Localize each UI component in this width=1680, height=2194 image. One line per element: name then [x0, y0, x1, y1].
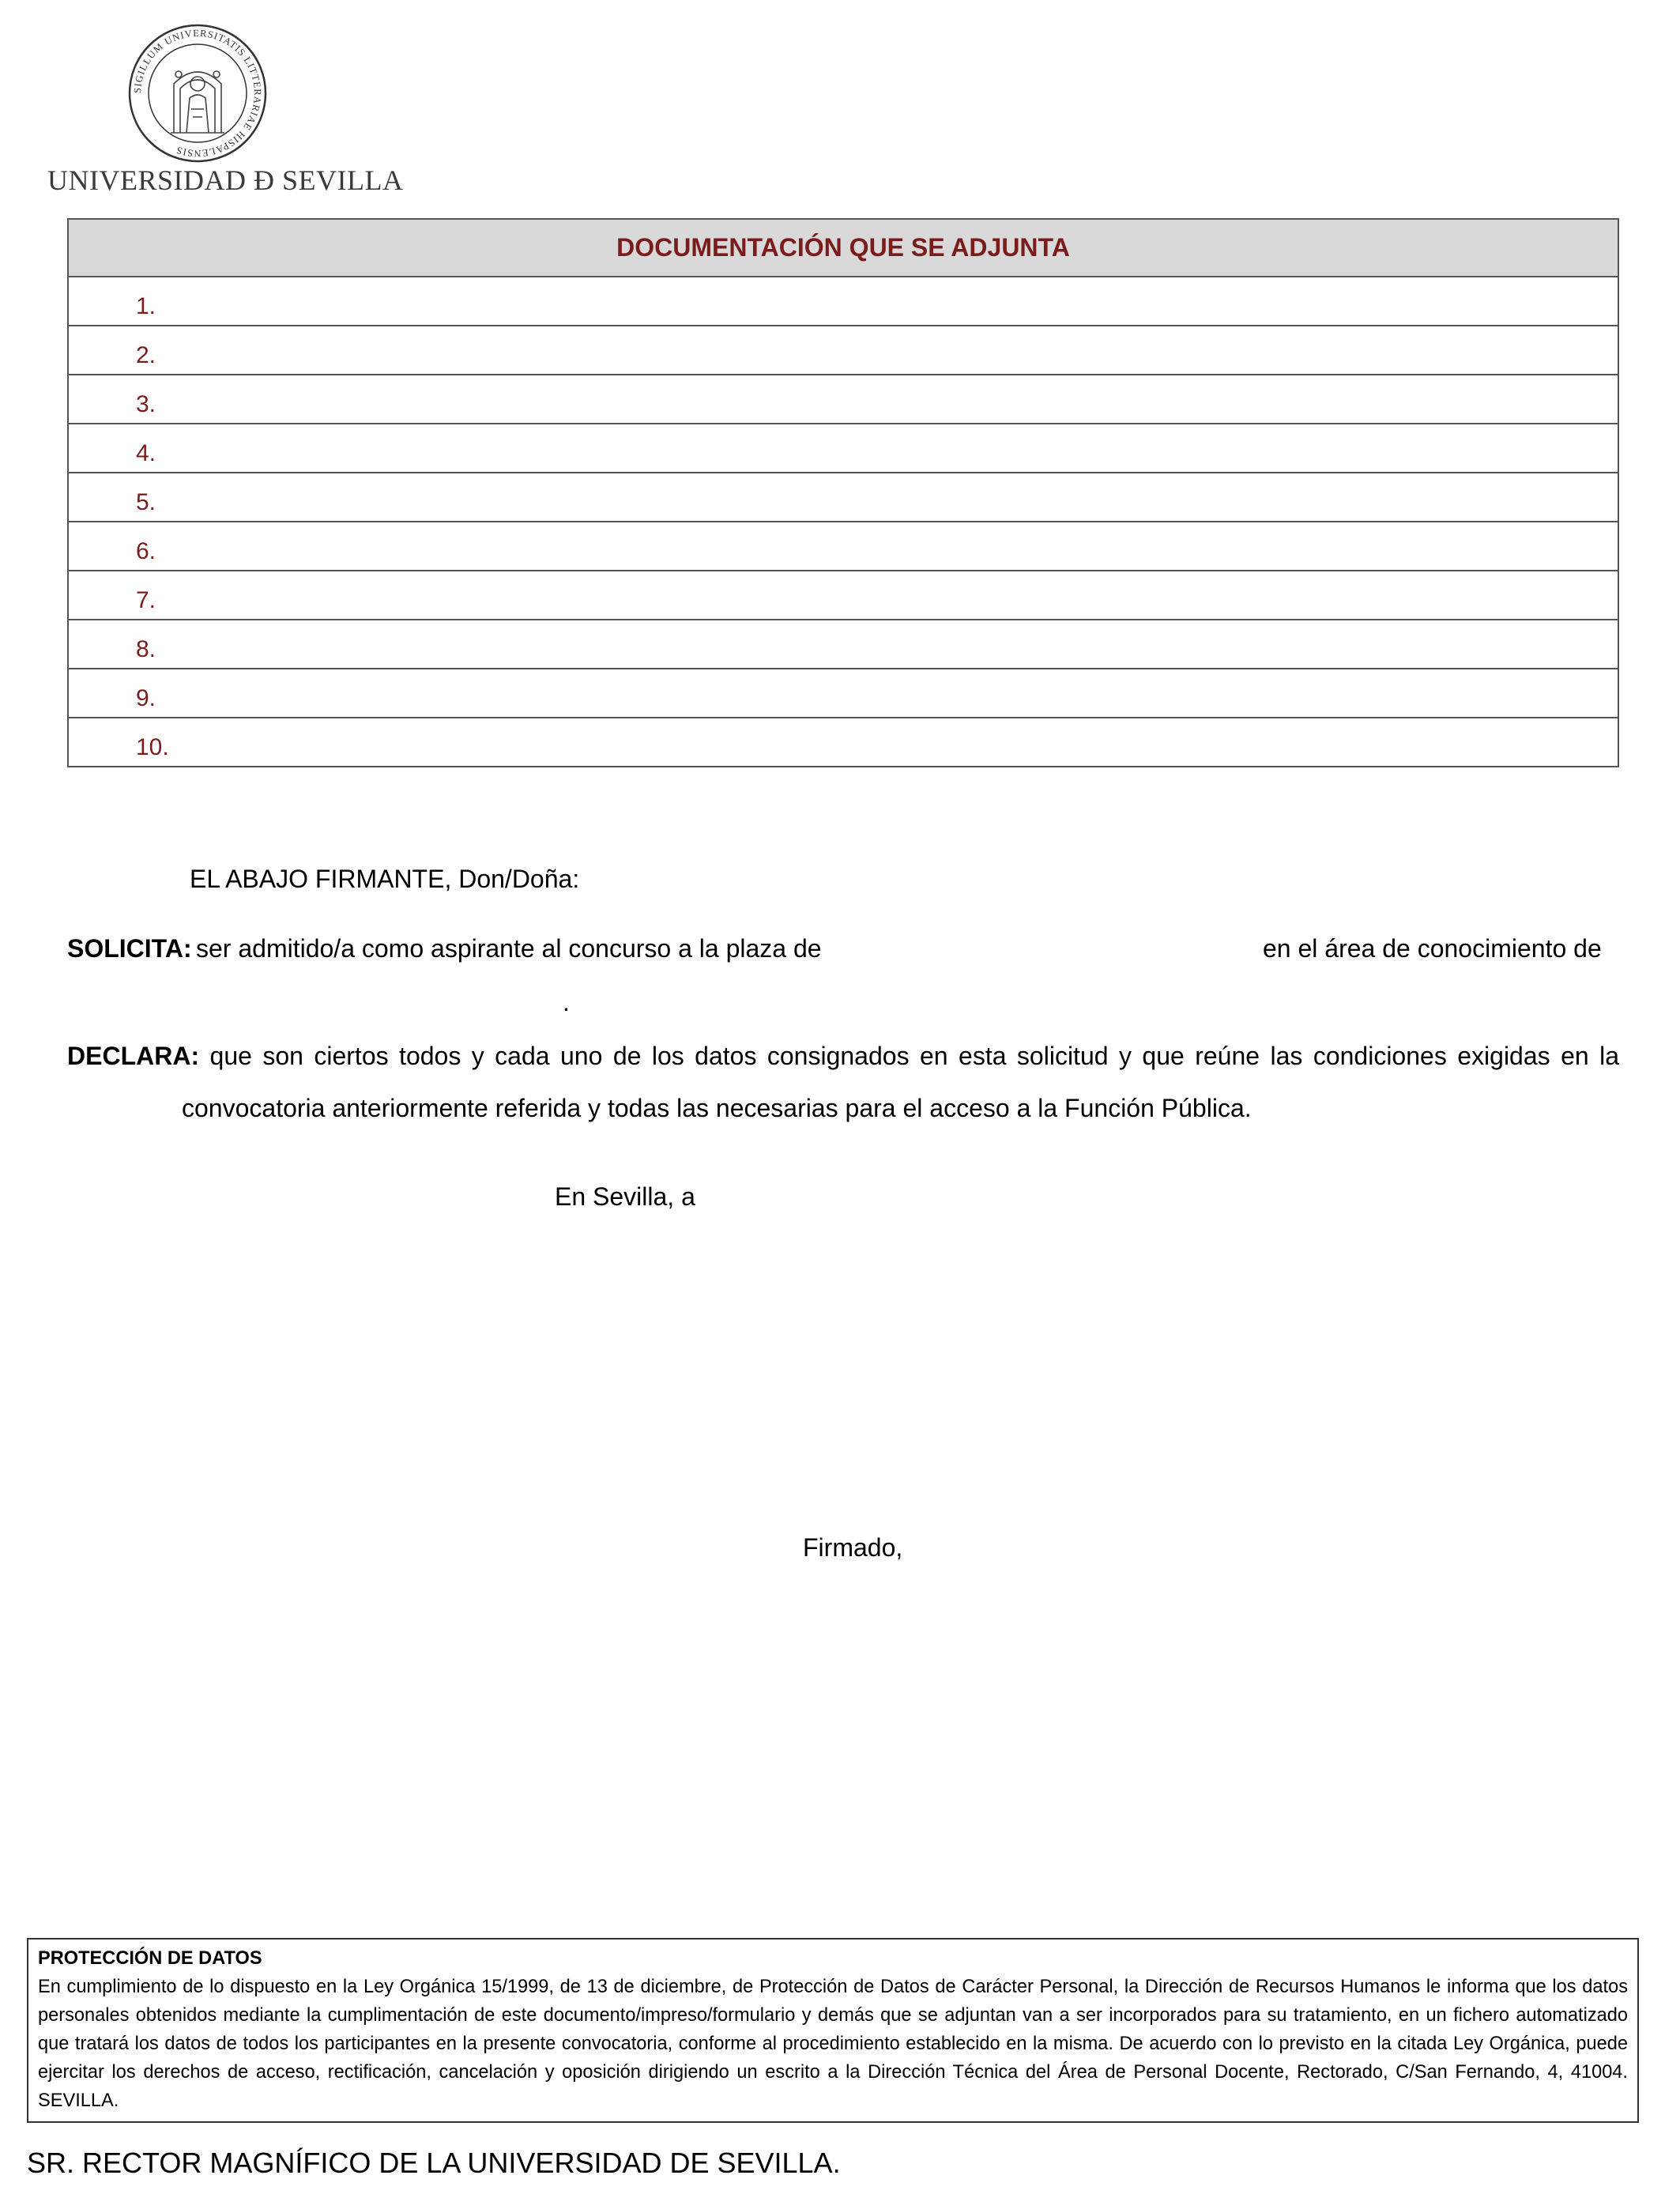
- data-protection-text: En cumplimiento de lo dispuesto en la Ley Orgánica 15/1999, de 13 de diciembre, de Protección de Datos de Carácter Personal, la Dirección de Recursos Humanos le informa que los datos personales obtenidos mediante la cumplimentación de este documento/impreso/formulario y demás que se adjuntan van a ser incorporados para su tratamiento, en un fichero automatizado que tratará los datos de todos los participantes en la presente convocatoria, conforme al procedimiento establecido en la misma. De acuerdo con lo previsto en la citada Ley Orgánica, puede ejercitar los derechos de acceso, rectificación, cancelación y oposición dirigiendo un escrito a la Dirección Técnica del Área de Personal Docente, Rectorado, C/San Fernando, 4, 41004. SEVILLA.: [38, 1977, 1628, 2111]
- document-row[interactable]: [68, 375, 1618, 424]
- document-number: 2.: [136, 342, 156, 368]
- declara-label: DECLARA:: [67, 1042, 200, 1070]
- documents-table: [67, 218, 1619, 767]
- document-row[interactable]: [68, 620, 1618, 669]
- document-row[interactable]: [68, 669, 1618, 718]
- solicita-end-period: .: [563, 988, 570, 1016]
- document-row[interactable]: [68, 424, 1618, 473]
- declara-paragraph: [67, 1030, 1619, 1134]
- document-row[interactable]: [68, 473, 1618, 522]
- document-number: 5.: [136, 489, 156, 515]
- firmante-label: EL ABAJO FIRMANTE, Don/Doña:: [190, 865, 580, 893]
- document-number: 8.: [136, 636, 156, 662]
- data-protection-box: [27, 1938, 1639, 2123]
- signed-label: Firmado,: [803, 1533, 903, 1562]
- university-logo: [47, 17, 404, 196]
- data-protection-title: PROTECCIÓN DE DATOS: [38, 1948, 262, 1969]
- document-row[interactable]: [68, 522, 1618, 571]
- document-row[interactable]: [68, 571, 1618, 620]
- document-row[interactable]: [68, 326, 1618, 375]
- document-number: 6.: [136, 538, 156, 564]
- solicita-area-text: en el área de conocimiento de: [1263, 934, 1602, 963]
- svg-text:SIGILLUM UNIVERSITATIS LITTERA: SIGILLUM UNIVERSITATIS LITTERARIAE HISPALENSIS: [131, 27, 264, 160]
- document-number: 1.: [136, 293, 156, 319]
- university-name: UNIVERSIDAD Đ SEVILLA: [47, 164, 404, 196]
- document-row[interactable]: [68, 277, 1618, 326]
- place-date-label: En Sevilla, a: [555, 1182, 695, 1211]
- solicita-text: ser admitido/a como aspirante al concurso a la plaza de: [196, 934, 822, 963]
- document-number: 10.: [136, 734, 169, 760]
- declara-text: que son ciertos todos y cada uno de los datos consignados en esta solicitud y que reúne las condiciones exigidas en la convocatoria anteriormente referida y todas las necesarias para el acceso a la Función Pública.: [182, 1042, 1620, 1122]
- document-number: 4.: [136, 440, 156, 466]
- university-seal-icon: [126, 22, 269, 164]
- addressee: SR. RECTOR MAGNÍFICO DE LA UNIVERSIDAD DE SEVILLA.: [27, 2147, 841, 2179]
- documents-table-title: DOCUMENTACIÓN QUE SE ADJUNTA: [68, 219, 1618, 277]
- solicita-label: SOLICITA:: [67, 934, 192, 963]
- document-number: 9.: [136, 685, 156, 711]
- document-number: 7.: [136, 587, 156, 613]
- document-row[interactable]: [68, 718, 1618, 767]
- document-number: 3.: [136, 391, 156, 417]
